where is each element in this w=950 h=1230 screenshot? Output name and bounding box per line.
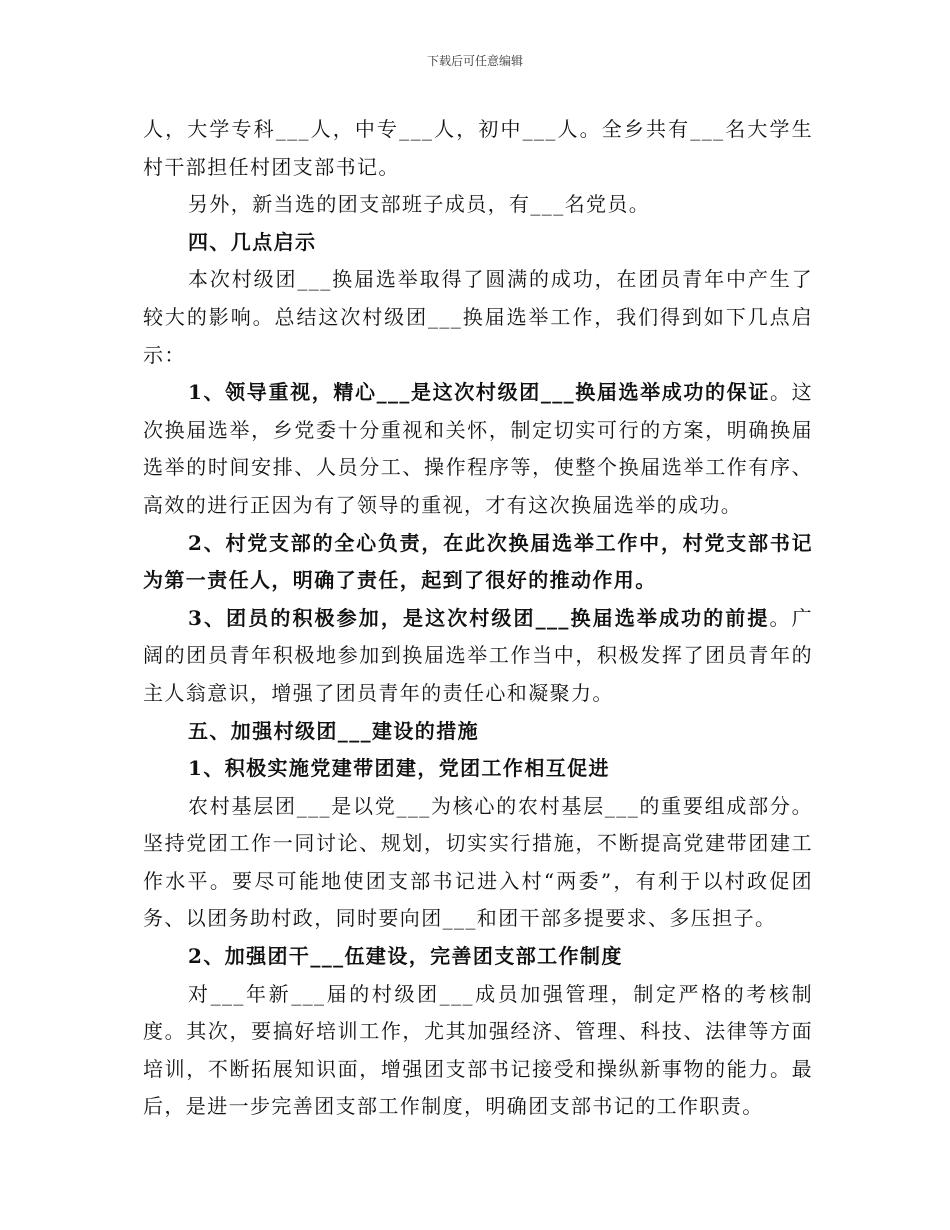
insight-3-body: 。广阔的团员青年积极地参加到换届选举工作当中，积极发挥了团员青年的主人翁意识，增强了团员青年的责任心和凝聚力。 xyxy=(143,605,813,705)
paragraph-party-members: 另外，新当选的团支部班子成员，有___名党员。 xyxy=(188,192,651,217)
document-body xyxy=(143,111,813,1126)
subheading-5-2: 2、加强团干___伍建设，完善团支部工作制度 xyxy=(188,944,623,969)
section-heading-4: 四、几点启示 xyxy=(188,229,317,254)
paragraph-election-summary: 本次村级团___换届选举取得了圆满的成功，在团员青年中产生了较大的影响。总结这次村级团___换届选举工作，我们得到如下几点启示： xyxy=(143,267,813,367)
insight-2-title: 2、村党支部的全心负责，在此次换届选举工作中，村党支部书记为第一责任人，明确了责任，起到了很好的推动作用。 xyxy=(143,530,813,593)
paragraph-education-stats: 人，大学专科___人，中专___人，初中___人。全乡共有___名大学生村干部担任村团支部书记。 xyxy=(143,117,813,179)
page-header: 下载后可任意编辑 xyxy=(426,54,523,68)
insight-3-title: 3、团员的积极参加，是这次村级团___换届选举成功的前提 xyxy=(188,605,770,630)
paragraph-insight-1 xyxy=(143,374,813,524)
insight-1-body: 。这次换届选举，乡党委十分重视和关怀，制定切实可行的方案，明确换届选举的时间安排、人员分工、操作程序等，使整个换届选举工作有序、高效的进行正因为有了领导的重视，才有这次换届选举的成功。 xyxy=(143,380,813,517)
paragraph-insight-3 xyxy=(143,600,813,713)
section-heading-5: 五、加强村级团___建设的措施 xyxy=(188,718,479,743)
paragraph-insight-2 xyxy=(143,525,813,600)
insight-1-title: 1、领导重视，精心___是这次村级团___换届选举成功的保证 xyxy=(188,380,770,405)
paragraph-party-league: 农村基层团___是以党___为核心的农村基层___的重要组成部分。坚持党团工作一同讨论、规划，切实实行措施，不断提高党建带团建工作水平。要尽可能地使团支部书记进入村“两委”，有利于以村政促团务、以团务助村政，同时要向团___和团干部多提要求、多压担子。 xyxy=(143,793,813,931)
subheading-5-1: 1、积极实施党建带团建，党团工作相互促进 xyxy=(188,756,610,781)
paragraph-team-building: 对___年新___届的村级团___成员加强管理，制定严格的考核制度。其次，要搞好培训工作，尤其加强经济、管理、科技、法律等方面培训，不断拓展知识面，增强团支部书记接受和操纵新事物的能力。最后，是进一步完善团支部工作制度，明确团支部书记的工作职责。 xyxy=(143,981,813,1119)
